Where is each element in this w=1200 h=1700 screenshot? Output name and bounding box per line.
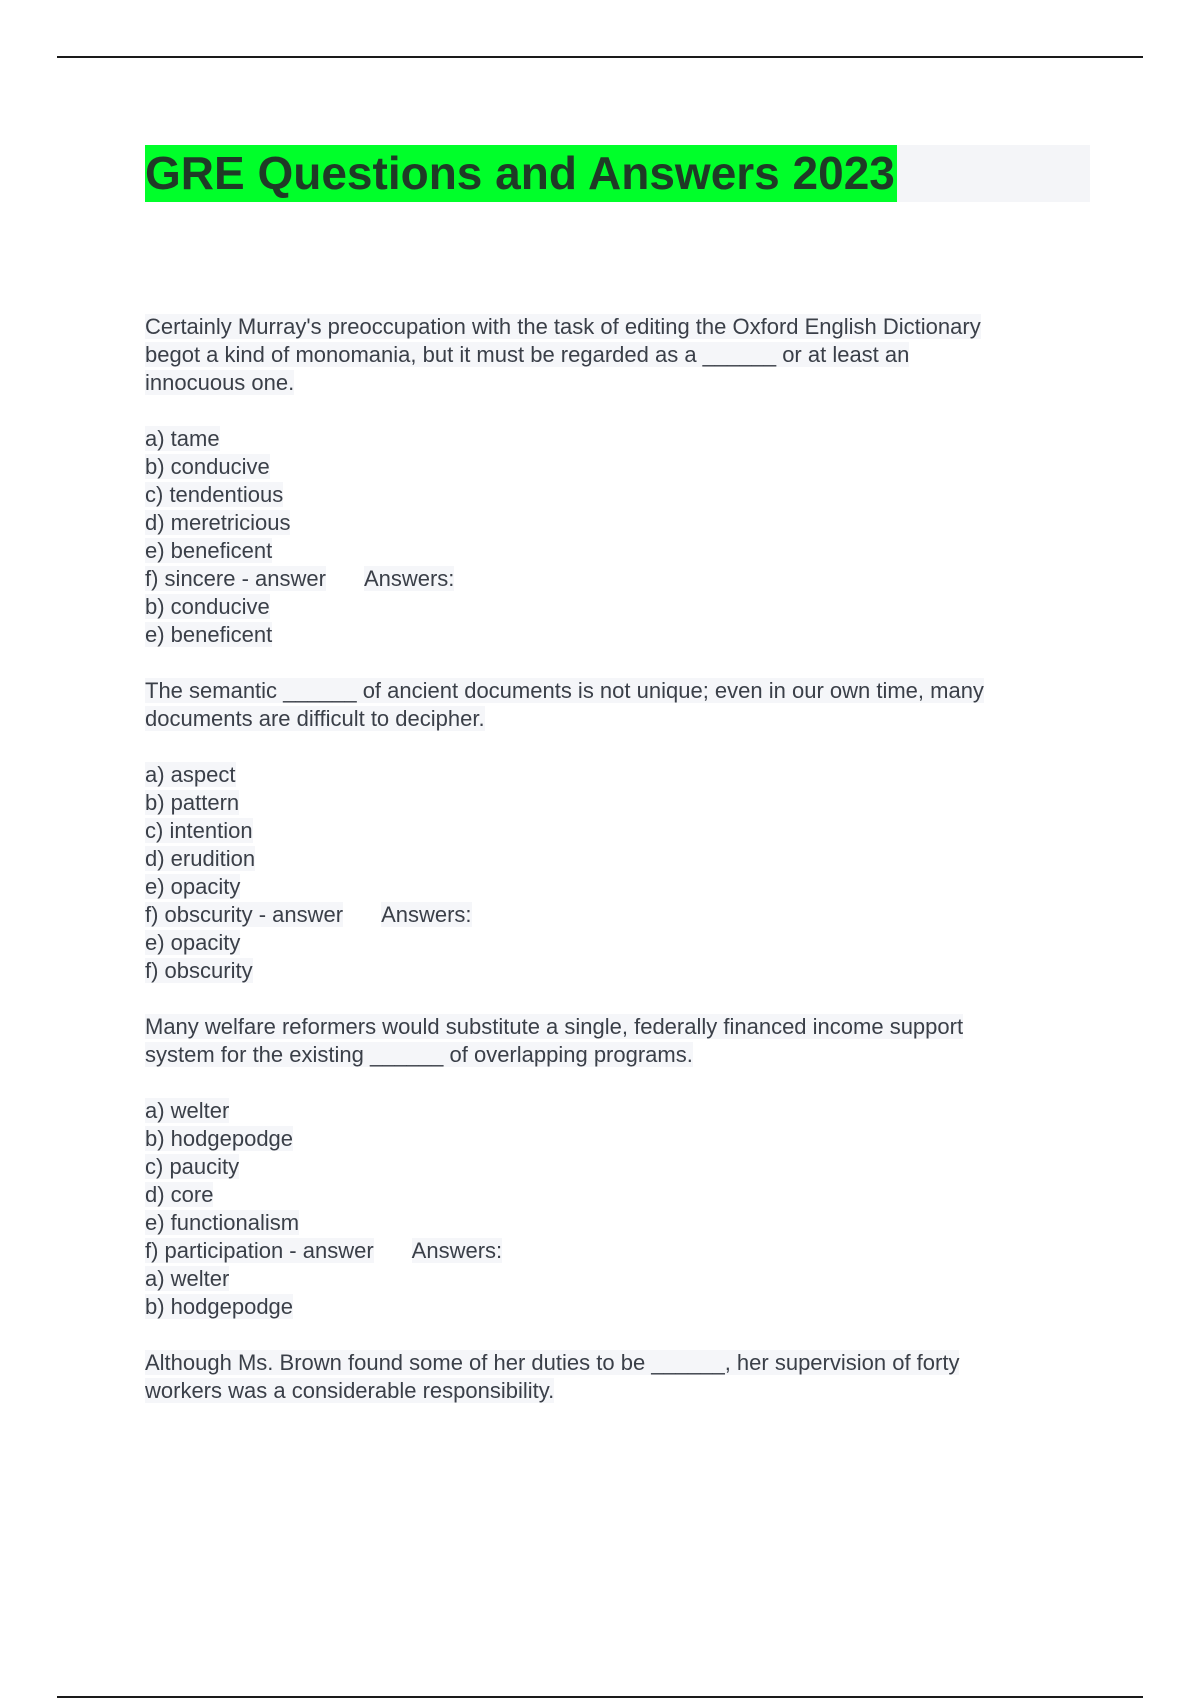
option-f-answer: f) participation - answer — [145, 1238, 374, 1263]
option-a: a) aspect — [145, 762, 236, 787]
answers-label: Answers: — [381, 902, 472, 927]
option-d: d) meretricious — [145, 510, 291, 535]
question-text-line: documents are difficult to decipher. — [145, 706, 485, 731]
option-d: d) erudition — [145, 846, 256, 871]
question-1 — [145, 313, 1085, 649]
option-e: e) beneficent — [145, 538, 273, 563]
answer-item: b) hodgepodge — [145, 1294, 294, 1319]
question-text-line: Certainly Murray's preoccupation with the task of editing the Oxford English Dictionary — [145, 314, 981, 339]
option-e: e) opacity — [145, 874, 241, 899]
option-c: c) intention — [145, 818, 253, 843]
title-block — [145, 145, 1090, 202]
answers-label: Answers: — [411, 1238, 503, 1263]
question-text-line: begot a kind of monomania, but it must be regarded as a ______ or at least an — [145, 342, 910, 367]
answer-item: e) beneficent — [145, 622, 273, 647]
question-text-line: Although Ms. Brown found some of her duties to be ______, her supervision of forty — [145, 1350, 960, 1375]
question-text-line: Many welfare reformers would substitute a single, federally financed income support — [145, 1014, 964, 1039]
question-text-line: system for the existing ______ of overlapping programs. — [145, 1042, 693, 1067]
option-a: a) welter — [145, 1098, 230, 1123]
bottom-rule — [57, 1696, 1143, 1698]
option-b: b) pattern — [145, 790, 240, 815]
answer-item: b) conducive — [145, 594, 270, 619]
option-c: c) tendentious — [145, 482, 284, 507]
document-body — [145, 313, 1085, 1405]
option-e: e) functionalism — [145, 1210, 300, 1235]
option-f-answer: f) sincere - answer — [145, 566, 326, 591]
option-b: b) conducive — [145, 454, 270, 479]
question-2 — [145, 677, 1085, 985]
question-text-line: The semantic ______ of ancient documents is not unique; even in our own time, many — [145, 678, 984, 703]
option-c: c) paucity — [145, 1154, 240, 1179]
option-d: d) core — [145, 1182, 214, 1207]
option-b: b) hodgepodge — [145, 1126, 294, 1151]
top-rule — [57, 56, 1143, 58]
option-f-answer: f) obscurity - answer — [145, 902, 344, 927]
question-3 — [145, 1013, 1085, 1321]
option-a: a) tame — [145, 426, 220, 451]
answer-item: f) obscurity — [145, 958, 253, 983]
answer-item: a) welter — [145, 1266, 230, 1291]
answer-item: e) opacity — [145, 930, 241, 955]
answers-label: Answers: — [363, 566, 455, 591]
document-title: GRE Questions and Answers 2023 — [145, 145, 897, 202]
question-4 — [145, 1349, 1085, 1405]
question-text-line: workers was a considerable responsibility. — [145, 1378, 555, 1403]
question-text-line: innocuous one. — [145, 370, 295, 395]
